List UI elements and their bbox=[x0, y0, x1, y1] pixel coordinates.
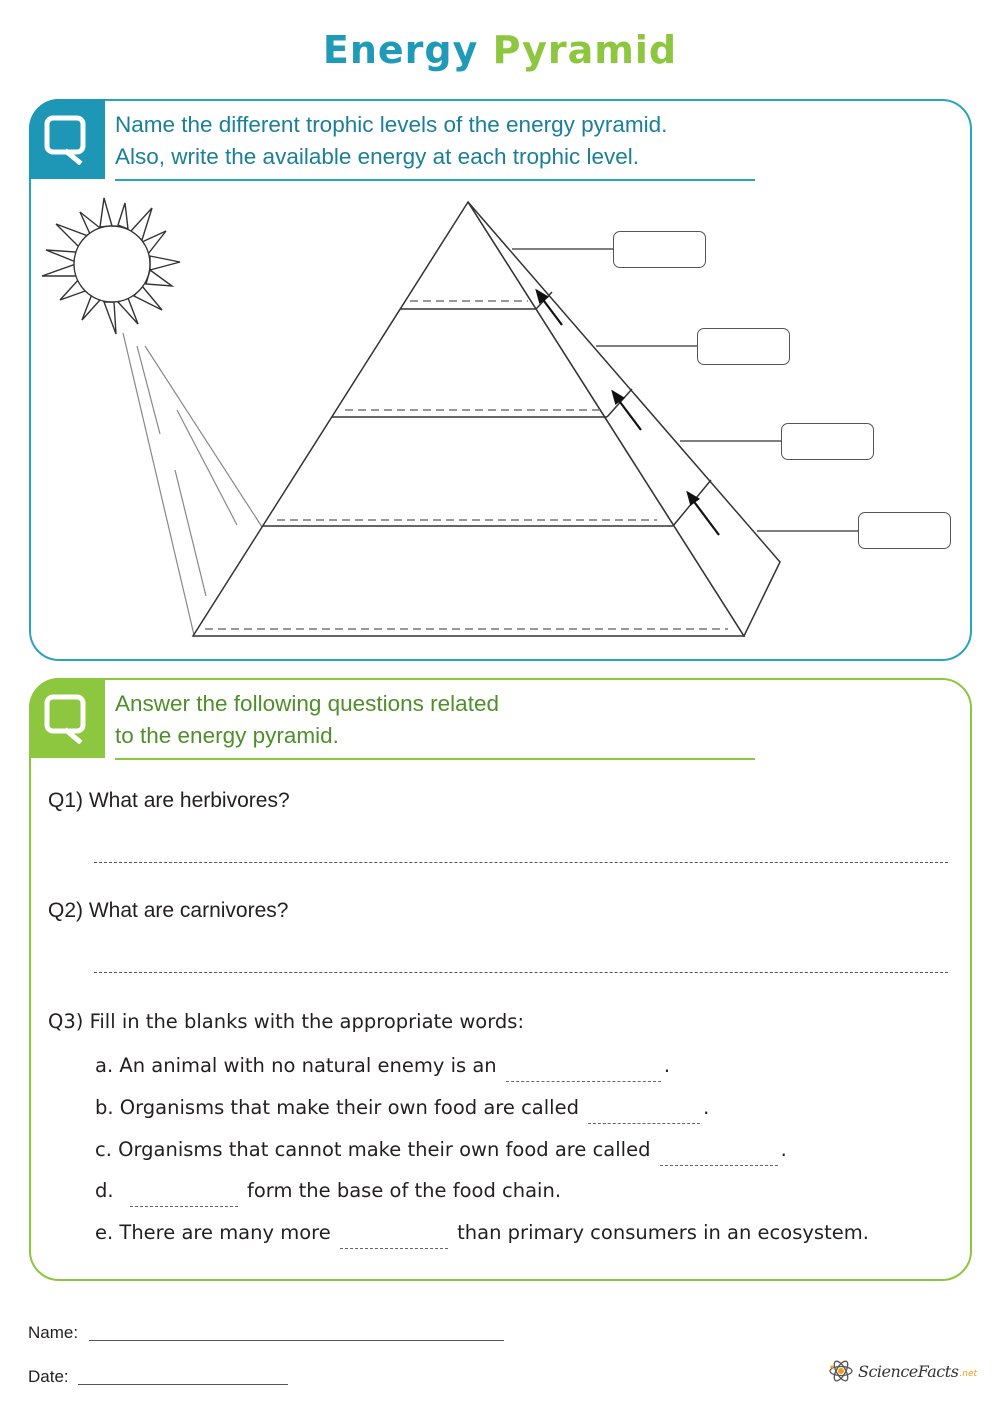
section-heading bbox=[115, 688, 755, 760]
item-letter: e. bbox=[95, 1221, 114, 1244]
item-letter: c. bbox=[95, 1138, 112, 1161]
question-number: Q1) bbox=[48, 789, 84, 812]
heading-line-2: to the energy pyramid. bbox=[115, 723, 339, 748]
item-text-after: than primary consumers in an ecosystem. bbox=[457, 1221, 869, 1244]
heading-line-1: Name the different trophic levels of the energy pyramid. bbox=[115, 112, 668, 137]
item-text-before: Organisms that make their own food are called bbox=[119, 1096, 579, 1119]
energy-pyramid-diagram bbox=[0, 0, 1000, 680]
fill-blank-b bbox=[95, 1096, 709, 1124]
blank-c[interactable] bbox=[660, 1146, 778, 1166]
item-text-before: Organisms that cannot make their own food are called bbox=[118, 1138, 651, 1161]
blank-a[interactable] bbox=[506, 1062, 661, 1082]
question-number: Q2) bbox=[48, 899, 84, 922]
item-letter: a. bbox=[95, 1054, 114, 1077]
question-3 bbox=[48, 1010, 524, 1033]
atom-icon bbox=[828, 1358, 854, 1384]
sun-icon bbox=[42, 198, 180, 334]
trophic-level-answer-box-3[interactable] bbox=[781, 423, 874, 460]
fill-blank-a bbox=[95, 1054, 670, 1082]
item-letter: b. bbox=[95, 1096, 114, 1119]
item-text-before: There are many more bbox=[119, 1221, 331, 1244]
item-text-after: . bbox=[663, 1054, 671, 1077]
logo-text: ScienceFacts bbox=[858, 1361, 959, 1381]
date-label: Date: bbox=[28, 1367, 69, 1386]
item-text-after: . bbox=[703, 1096, 710, 1119]
blank-b[interactable] bbox=[588, 1104, 700, 1124]
fill-blank-d bbox=[95, 1179, 561, 1207]
heading-line-2: Also, write the available energy at each trophic level. bbox=[115, 144, 640, 169]
question-text: What are herbivores? bbox=[88, 789, 290, 812]
trophic-level-answer-box-1[interactable] bbox=[613, 231, 706, 268]
q-letter-icon bbox=[43, 694, 89, 744]
blank-d[interactable] bbox=[130, 1187, 238, 1207]
title-word-pyramid: Pyramid bbox=[492, 28, 678, 72]
item-text-after: . bbox=[780, 1138, 787, 1161]
q1-answer-line[interactable] bbox=[94, 862, 948, 863]
name-input-line[interactable] bbox=[89, 1340, 504, 1341]
heading-line-1: Answer the following questions related bbox=[115, 691, 499, 716]
question-1 bbox=[48, 789, 290, 813]
logo-tld: .net bbox=[959, 1369, 978, 1379]
sciencefacts-logo bbox=[828, 1356, 978, 1386]
question-badge bbox=[29, 678, 105, 758]
fill-blank-e bbox=[95, 1221, 869, 1249]
question-2 bbox=[48, 899, 288, 923]
name-label: Name: bbox=[28, 1323, 79, 1342]
date-input-line[interactable] bbox=[78, 1384, 288, 1385]
fill-blank-c bbox=[95, 1138, 787, 1166]
blank-e[interactable] bbox=[340, 1229, 448, 1249]
item-text-after: form the base of the food chain. bbox=[246, 1179, 562, 1202]
question-text: What are carnivores? bbox=[88, 899, 289, 922]
item-text-before: An animal with no natural enemy is an bbox=[119, 1054, 497, 1077]
q2-answer-line[interactable] bbox=[94, 972, 948, 973]
question-text: Fill in the blanks with the appropriate words: bbox=[89, 1010, 525, 1033]
trophic-level-answer-box-2[interactable] bbox=[697, 328, 790, 365]
trophic-level-answer-box-4[interactable] bbox=[858, 512, 951, 549]
question-number: Q3) bbox=[48, 1010, 84, 1033]
title-word-energy: Energy bbox=[322, 28, 479, 72]
item-letter: d. bbox=[95, 1179, 114, 1202]
